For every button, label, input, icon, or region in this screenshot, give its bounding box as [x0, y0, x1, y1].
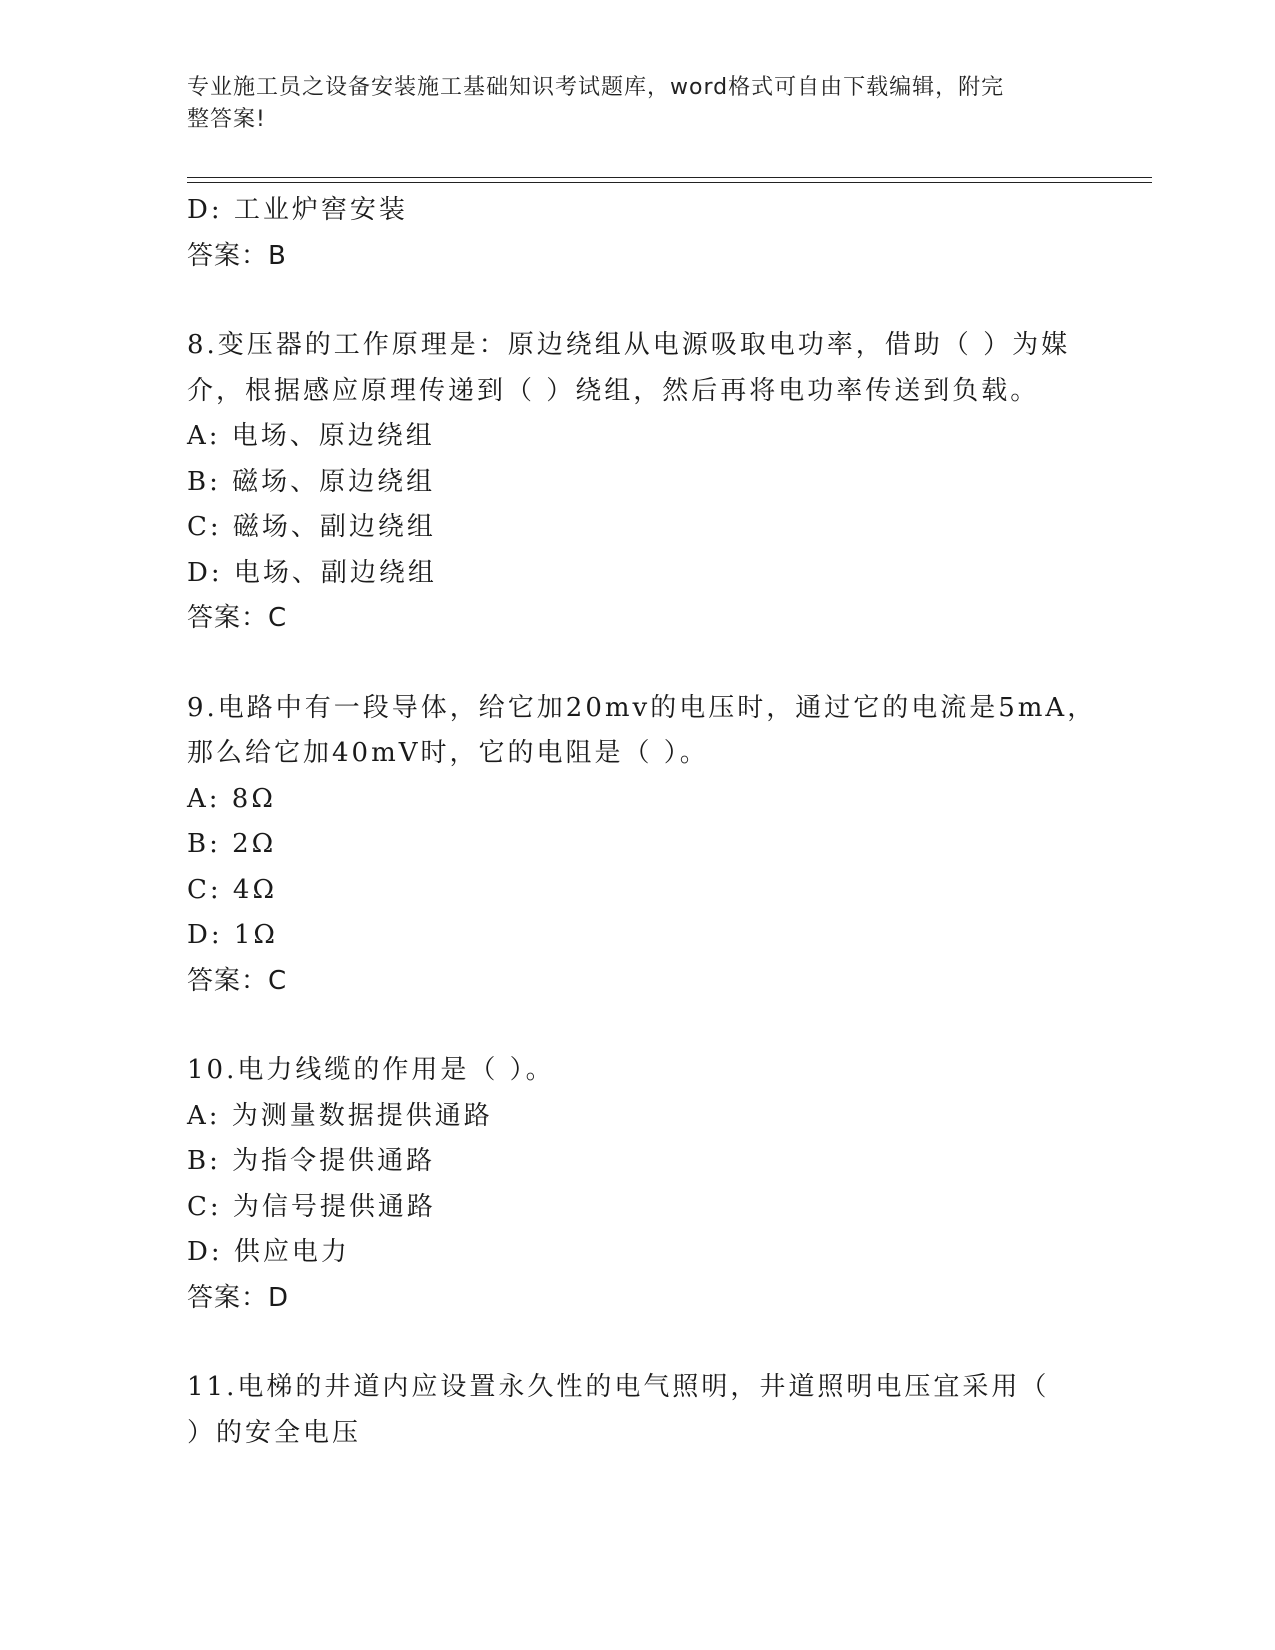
question-10-option-a: A: 为测量数据提供通路: [187, 1100, 493, 1131]
question-9: [187, 686, 1097, 1005]
document-header: [187, 72, 1067, 136]
question-8-option-b: B: 磁场、原边绕组: [187, 466, 436, 497]
question-content: [187, 188, 1097, 1456]
question-9-option-c: C: 4Ω: [187, 874, 278, 905]
question-10: [187, 1048, 1087, 1321]
question-10-option-b: B: 为指令提供通路: [187, 1146, 436, 1176]
question-8-answer: 答案：C: [187, 603, 288, 633]
question-10-option-d: D: 供应电力: [187, 1237, 350, 1267]
question-11-stem-line-2: ）的安全电压: [187, 1417, 362, 1448]
prev-option-d: D: 工业炉窖安装: [187, 195, 408, 225]
question-9-stem-line-1: 9.电路中有一段导体，给它加20mv的电压时，通过它的电流是5mA，: [187, 692, 1097, 723]
question-8-option-d: D: 电场、副边绕组: [187, 557, 437, 588]
spacer: [187, 1321, 1087, 1365]
header-line-1: 专业施工员之设备安装施工基础知识考试题库，word格式可自由下载编辑，附完: [187, 75, 1005, 100]
question-9-stem-line-2: 那么给它加40mV时，它的电阻是（ ）。: [187, 738, 709, 768]
question-8-stem-line-1: 8.变压器的工作原理是：原边绕组从电源吸取电功率，借助（ ）为媒: [187, 330, 1071, 360]
spacer: [187, 642, 1087, 686]
question-9-option-a: A: 8Ω: [187, 783, 276, 814]
spacer: [187, 279, 1087, 323]
question-8-option-c: C: 磁场、副边绕组: [187, 512, 436, 542]
question-10-stem-line-1: 10.电力线缆的作用是（ ）。: [187, 1055, 555, 1085]
question-11-stem-line-1: 11.电梯的井道内应设置永久性的电气照明，井道照明电压宜采用（: [187, 1372, 1050, 1402]
spacer: [187, 1004, 1087, 1048]
question-9-option-b: B: 2Ω: [187, 829, 277, 859]
question-8-stem-line-2: 介，根据感应原理传递到（ ）绕组，然后再将电功率传送到负载。: [187, 375, 1040, 406]
question-8-option-a: A: 电场、原边绕组: [187, 421, 435, 451]
header-divider-top: [187, 177, 1152, 178]
question-9-option-d: D: 1Ω: [187, 920, 278, 950]
prev-answer: 答案：B: [187, 240, 287, 271]
header-line-2: 整答案!: [187, 107, 266, 132]
question-8: [187, 323, 1087, 642]
header-divider-bottom: [187, 182, 1152, 183]
question-9-answer: 答案：C: [187, 965, 288, 996]
question-10-option-c: C: 为信号提供通路: [187, 1191, 436, 1222]
question-10-answer: 答案：D: [187, 1282, 290, 1313]
question-11: [187, 1365, 1087, 1456]
